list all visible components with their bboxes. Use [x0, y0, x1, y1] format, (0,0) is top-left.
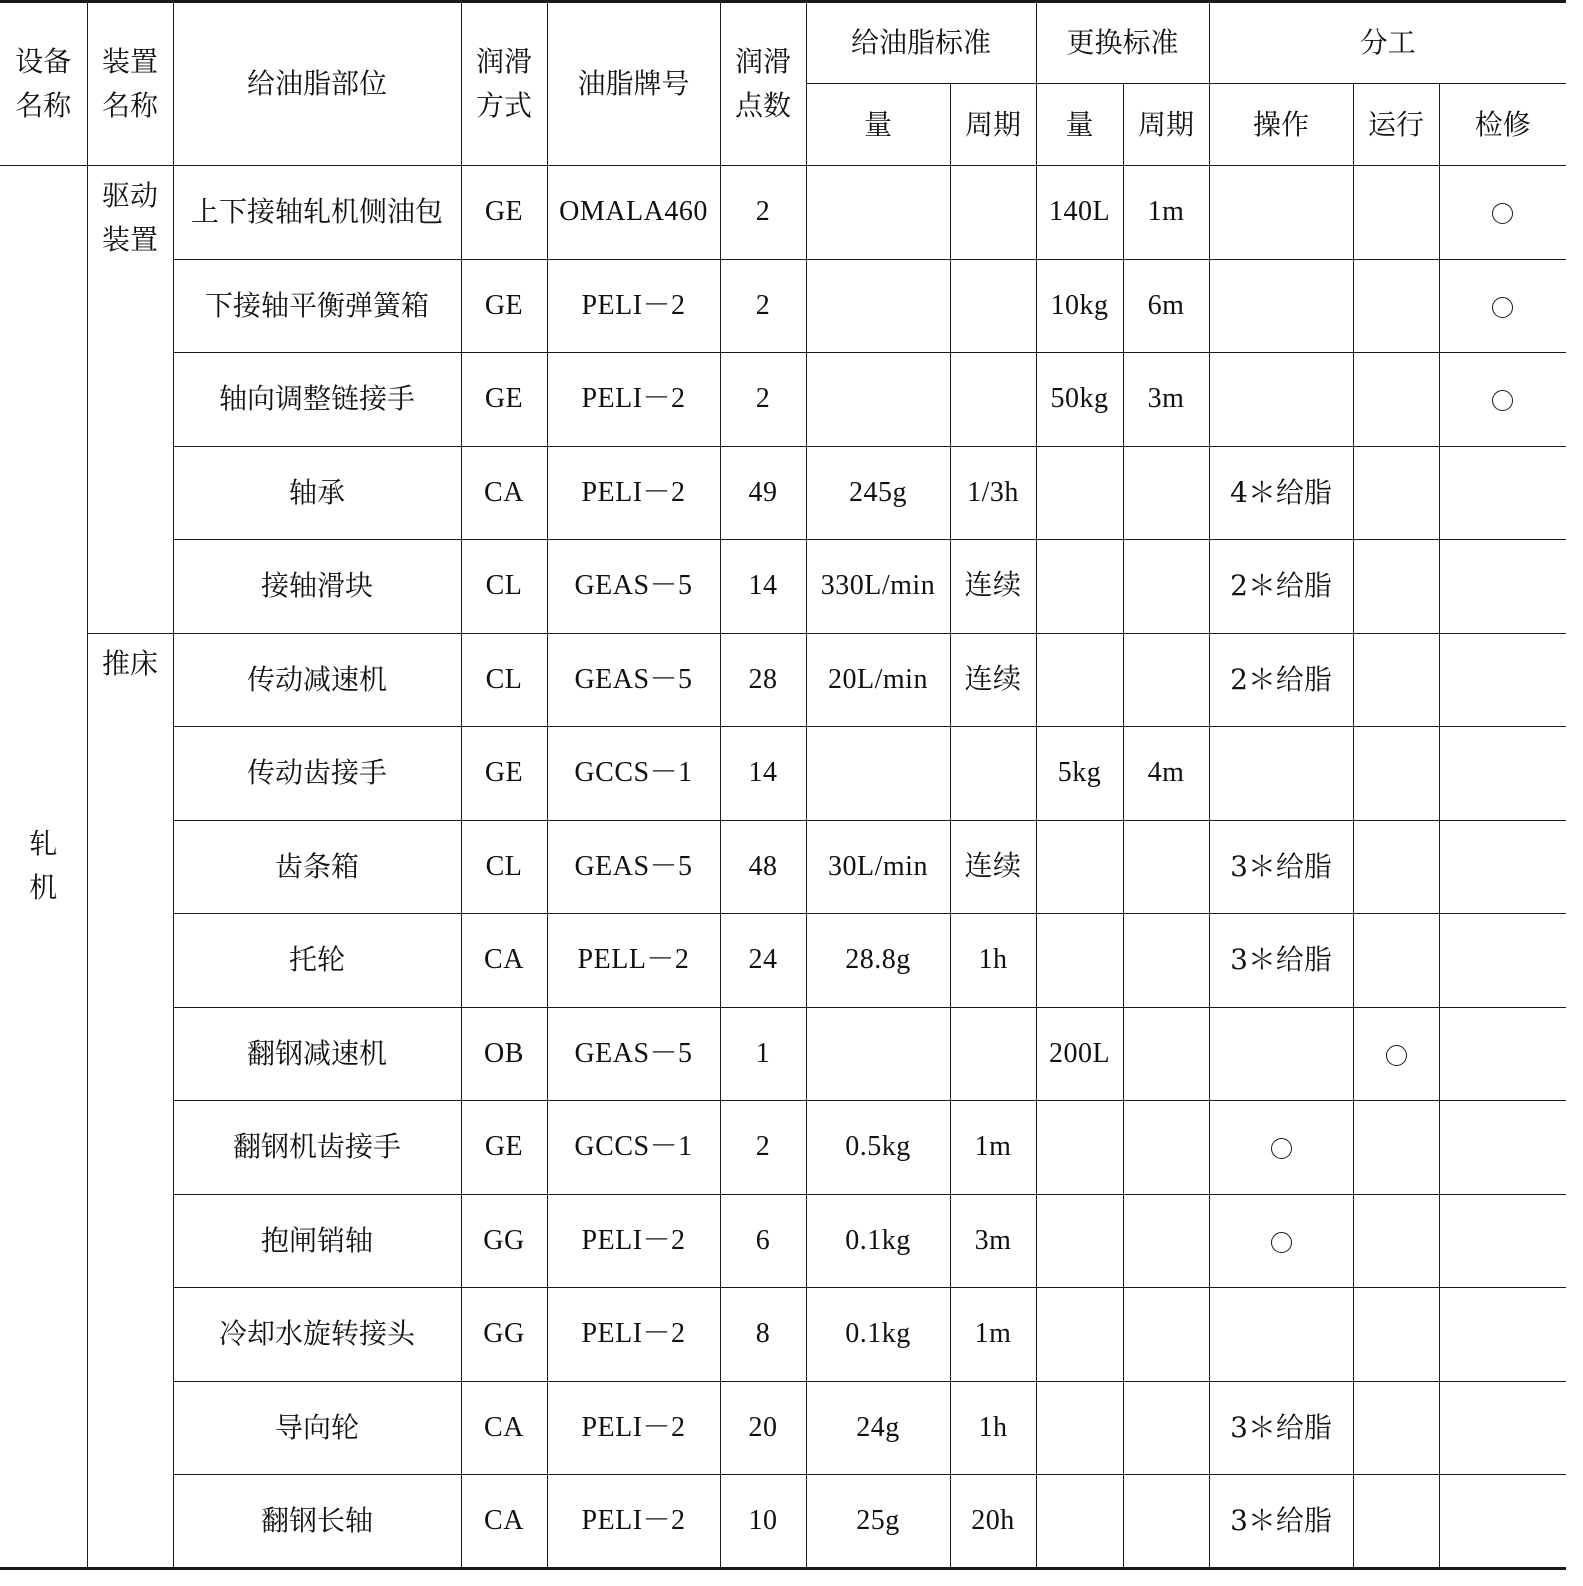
table-row	[0, 820, 1566, 914]
supply-amount-cell	[806, 727, 950, 821]
replace-amount-cell	[1036, 540, 1123, 634]
supply-period-cell: 连续	[950, 820, 1036, 914]
supply-amount-cell: 25g	[806, 1475, 950, 1569]
maintenance-cell	[1439, 1194, 1566, 1288]
replace-amount-cell	[1036, 1101, 1123, 1195]
lube-points-cell: 2	[720, 166, 806, 260]
maintenance-cell	[1439, 820, 1566, 914]
table-row	[0, 1475, 1566, 1569]
lube-method-cell: GE	[461, 259, 547, 353]
header-supply-period: 周期	[950, 84, 1036, 166]
device-name-label: 驱动 装置	[101, 179, 158, 256]
circle-mark-text	[1407, 1032, 1408, 1033]
table-row	[0, 1101, 1566, 1195]
supply-amount-cell: 24g	[806, 1381, 950, 1475]
grease-location-cell: 齿条箱	[173, 820, 461, 914]
table-row	[0, 914, 1566, 1008]
lube-method-cell: CA	[461, 446, 547, 540]
grease-location-cell: 冷却水旋转接头	[173, 1288, 461, 1382]
grease-brand-cell: GCCS－1	[547, 727, 720, 821]
grease-brand-cell: GEAS－5	[547, 1007, 720, 1101]
grease-brand-cell: PELI－2	[547, 446, 720, 540]
header-replace-amount: 量	[1036, 84, 1123, 166]
operation-cell: 3＊给脂	[1209, 820, 1353, 914]
circle-mark-icon	[1271, 1138, 1292, 1159]
supply-amount-cell: 0.1kg	[806, 1288, 950, 1382]
replace-amount-cell: 50kg	[1036, 353, 1123, 447]
supply-amount-cell	[806, 353, 950, 447]
header-equipment-name-label: 设备 名称	[15, 45, 72, 122]
grease-brand-cell: OMALA460	[547, 166, 720, 260]
running-cell	[1353, 1194, 1439, 1288]
maintenance-cell	[1439, 1381, 1566, 1475]
lube-method-cell: GG	[461, 1288, 547, 1382]
supply-period-cell	[950, 166, 1036, 260]
supply-period-cell: 1m	[950, 1288, 1036, 1382]
running-cell	[1353, 259, 1439, 353]
header-division: 分工	[1209, 2, 1566, 84]
header-lube-method	[461, 2, 547, 166]
grease-location-cell: 翻钢长轴	[173, 1475, 461, 1569]
supply-period-cell	[950, 259, 1036, 353]
lube-points-cell: 6	[720, 1194, 806, 1288]
table-row	[0, 540, 1566, 634]
table-row	[0, 353, 1566, 447]
header-supply-amount: 量	[806, 84, 950, 166]
circle-mark-text	[1513, 377, 1514, 378]
lube-method-cell: GG	[461, 1194, 547, 1288]
supply-amount-cell: 30L/min	[806, 820, 950, 914]
lube-method-cell: CA	[461, 1381, 547, 1475]
operation-cell	[1209, 1288, 1353, 1382]
replace-amount-cell	[1036, 1381, 1123, 1475]
replace-period-cell	[1123, 1475, 1209, 1569]
circle-mark-icon	[1492, 297, 1513, 318]
maintenance-cell	[1439, 727, 1566, 821]
maintenance-cell	[1439, 1475, 1566, 1569]
supply-period-cell: 1h	[950, 1381, 1036, 1475]
grease-brand-cell: GEAS－5	[547, 633, 720, 727]
replace-period-cell	[1123, 914, 1209, 1008]
running-cell	[1353, 353, 1439, 447]
maintenance-cell	[1439, 446, 1566, 540]
supply-period-cell	[950, 1007, 1036, 1101]
device-name-cell	[87, 166, 173, 634]
maintenance-cell	[1439, 1288, 1566, 1382]
replace-period-cell	[1123, 540, 1209, 634]
replace-period-cell: 3m	[1123, 353, 1209, 447]
supply-amount-cell: 20L/min	[806, 633, 950, 727]
table-row	[0, 1194, 1566, 1288]
grease-location-cell: 传动减速机	[173, 633, 461, 727]
lube-points-cell: 2	[720, 353, 806, 447]
circle-mark-text	[1292, 1219, 1293, 1220]
circle-mark-text	[1513, 284, 1514, 285]
grease-brand-cell: PELI－2	[547, 259, 720, 353]
header-replace-standard: 更换标准	[1036, 2, 1209, 84]
lube-points-cell: 8	[720, 1288, 806, 1382]
table-row	[0, 1288, 1566, 1382]
table-row	[0, 1381, 1566, 1475]
header-supply-standard: 给油脂标准	[806, 2, 1036, 84]
grease-location-cell: 下接轴平衡弹簧箱	[173, 259, 461, 353]
replace-amount-cell: 10kg	[1036, 259, 1123, 353]
lube-points-cell: 2	[720, 1101, 806, 1195]
lube-method-cell: CA	[461, 1475, 547, 1569]
replace-period-cell: 6m	[1123, 259, 1209, 353]
operation-cell: 3＊给脂	[1209, 1381, 1353, 1475]
supply-period-cell	[950, 353, 1036, 447]
operation-cell	[1209, 1007, 1353, 1101]
grease-brand-cell: GCCS－1	[547, 1101, 720, 1195]
lube-points-cell: 28	[720, 633, 806, 727]
replace-amount-cell	[1036, 633, 1123, 727]
header-replace-period: 周期	[1123, 84, 1209, 166]
grease-location-cell: 传动齿接手	[173, 727, 461, 821]
lube-points-cell: 1	[720, 1007, 806, 1101]
maintenance-cell	[1439, 540, 1566, 634]
circle-mark-text	[1513, 190, 1514, 191]
grease-location-cell: 翻钢减速机	[173, 1007, 461, 1101]
replace-period-cell	[1123, 820, 1209, 914]
circle-mark-icon	[1271, 1232, 1292, 1253]
supply-period-cell: 20h	[950, 1475, 1036, 1569]
lube-method-cell: CL	[461, 633, 547, 727]
maintenance-cell	[1439, 259, 1566, 353]
header-operation: 操作	[1209, 84, 1353, 166]
replace-period-cell	[1123, 1101, 1209, 1195]
grease-location-cell: 导向轮	[173, 1381, 461, 1475]
lube-points-cell: 24	[720, 914, 806, 1008]
running-cell	[1353, 540, 1439, 634]
replace-amount-cell	[1036, 1194, 1123, 1288]
supply-amount-cell	[806, 1007, 950, 1101]
grease-brand-cell: PELL－2	[547, 914, 720, 1008]
table-row	[0, 446, 1566, 540]
equipment-name-label: 轧 机	[29, 827, 58, 905]
supply-amount-cell: 0.1kg	[806, 1194, 950, 1288]
supply-amount-cell: 245g	[806, 446, 950, 540]
header-grease-brand: 油脂牌号	[547, 2, 720, 166]
running-cell	[1353, 446, 1439, 540]
supply-amount-cell	[806, 259, 950, 353]
grease-brand-cell: PELI－2	[547, 353, 720, 447]
grease-location-cell: 翻钢机齿接手	[173, 1101, 461, 1195]
replace-period-cell	[1123, 1194, 1209, 1288]
lube-method-cell: GE	[461, 353, 547, 447]
supply-period-cell	[950, 727, 1036, 821]
lube-method-cell: CA	[461, 914, 547, 1008]
operation-cell: 3＊给脂	[1209, 1475, 1353, 1569]
device-name-cell	[87, 633, 173, 1568]
supply-period-cell: 1h	[950, 914, 1036, 1008]
supply-period-cell: 连续	[950, 633, 1036, 727]
lube-points-cell: 14	[720, 727, 806, 821]
replace-period-cell	[1123, 1007, 1209, 1101]
maintenance-cell	[1439, 914, 1566, 1008]
grease-brand-cell: PELI－2	[547, 1288, 720, 1382]
lube-points-cell: 14	[720, 540, 806, 634]
running-cell	[1353, 914, 1439, 1008]
grease-location-cell: 托轮	[173, 914, 461, 1008]
grease-location-cell: 接轴滑块	[173, 540, 461, 634]
supply-amount-cell: 28.8g	[806, 914, 950, 1008]
maintenance-cell	[1439, 353, 1566, 447]
replace-amount-cell	[1036, 1288, 1123, 1382]
replace-period-cell	[1123, 1381, 1209, 1475]
grease-brand-cell: GEAS－5	[547, 540, 720, 634]
header-lube-points-label: 润滑 点数	[734, 45, 791, 122]
maintenance-cell	[1439, 1101, 1566, 1195]
replace-amount-cell: 200L	[1036, 1007, 1123, 1101]
running-cell	[1353, 727, 1439, 821]
grease-location-cell: 轴承	[173, 446, 461, 540]
replace-amount-cell	[1036, 914, 1123, 1008]
lube-points-cell: 2	[720, 259, 806, 353]
lube-points-cell: 49	[720, 446, 806, 540]
equipment-name-cell	[0, 166, 87, 1569]
circle-mark-icon	[1386, 1045, 1407, 1066]
grease-location-cell: 上下接轴轧机侧油包	[173, 166, 461, 260]
lube-method-cell: GE	[461, 166, 547, 260]
running-cell	[1353, 1381, 1439, 1475]
replace-amount-cell	[1036, 1475, 1123, 1569]
maintenance-cell	[1439, 166, 1566, 260]
lube-points-cell: 20	[720, 1381, 806, 1475]
circle-mark-icon	[1492, 390, 1513, 411]
maintenance-cell	[1439, 633, 1566, 727]
operation-cell: 2＊给脂	[1209, 633, 1353, 727]
header-equipment-name	[0, 2, 87, 166]
running-cell	[1353, 166, 1439, 260]
operation-cell: 3＊给脂	[1209, 914, 1353, 1008]
running-cell	[1353, 1101, 1439, 1195]
header-device-name-label: 装置 名称	[101, 45, 158, 122]
replace-period-cell	[1123, 633, 1209, 727]
operation-cell: 4＊给脂	[1209, 446, 1353, 540]
table-row	[0, 259, 1566, 353]
replace-period-cell	[1123, 1288, 1209, 1382]
running-cell	[1353, 1288, 1439, 1382]
replace-amount-cell: 5kg	[1036, 727, 1123, 821]
table-row	[0, 633, 1566, 727]
lube-method-cell: GE	[461, 727, 547, 821]
grease-brand-cell: PELI－2	[547, 1194, 720, 1288]
operation-cell	[1209, 727, 1353, 821]
header-grease-location: 给油脂部位	[173, 2, 461, 166]
operation-cell	[1209, 1194, 1353, 1288]
operation-cell	[1209, 259, 1353, 353]
table-row	[0, 1007, 1566, 1101]
header-maintenance: 检修	[1439, 84, 1566, 166]
operation-cell: 2＊给脂	[1209, 540, 1353, 634]
lube-method-cell: OB	[461, 1007, 547, 1101]
grease-location-cell: 轴向调整链接手	[173, 353, 461, 447]
table-body	[0, 166, 1566, 1569]
header-device-name	[87, 2, 173, 166]
replace-period-cell	[1123, 446, 1209, 540]
grease-location-cell: 抱闸销轴	[173, 1194, 461, 1288]
supply-amount-cell: 0.5kg	[806, 1101, 950, 1195]
lube-points-cell: 10	[720, 1475, 806, 1569]
operation-cell	[1209, 1101, 1353, 1195]
replace-amount-cell	[1036, 446, 1123, 540]
supply-period-cell: 连续	[950, 540, 1036, 634]
table-row	[0, 166, 1566, 260]
grease-brand-cell: PELI－2	[547, 1475, 720, 1569]
table-row	[0, 727, 1566, 821]
lube-method-cell: CL	[461, 820, 547, 914]
lube-points-cell: 48	[720, 820, 806, 914]
lube-method-cell: GE	[461, 1101, 547, 1195]
supply-period-cell: 3m	[950, 1194, 1036, 1288]
supply-amount-cell: 330L/min	[806, 540, 950, 634]
running-cell	[1353, 1007, 1439, 1101]
running-cell	[1353, 820, 1439, 914]
supply-period-cell: 1/3h	[950, 446, 1036, 540]
grease-brand-cell: GEAS－5	[547, 820, 720, 914]
circle-mark-icon	[1492, 203, 1513, 224]
operation-cell	[1209, 166, 1353, 260]
running-cell	[1353, 1475, 1439, 1569]
header-lube-points	[720, 2, 806, 166]
grease-brand-cell: PELI－2	[547, 1381, 720, 1475]
device-name-label: 推床	[101, 646, 158, 680]
circle-mark-text	[1292, 1125, 1293, 1126]
running-cell	[1353, 633, 1439, 727]
replace-period-cell: 1m	[1123, 166, 1209, 260]
header-running: 运行	[1353, 84, 1439, 166]
header-lube-method-label: 润滑 方式	[475, 45, 532, 122]
operation-cell	[1209, 353, 1353, 447]
replace-period-cell: 4m	[1123, 727, 1209, 821]
supply-period-cell: 1m	[950, 1101, 1036, 1195]
lube-method-cell: CL	[461, 540, 547, 634]
replace-amount-cell: 140L	[1036, 166, 1123, 260]
supply-amount-cell	[806, 166, 950, 260]
replace-amount-cell	[1036, 820, 1123, 914]
maintenance-cell	[1439, 1007, 1566, 1101]
